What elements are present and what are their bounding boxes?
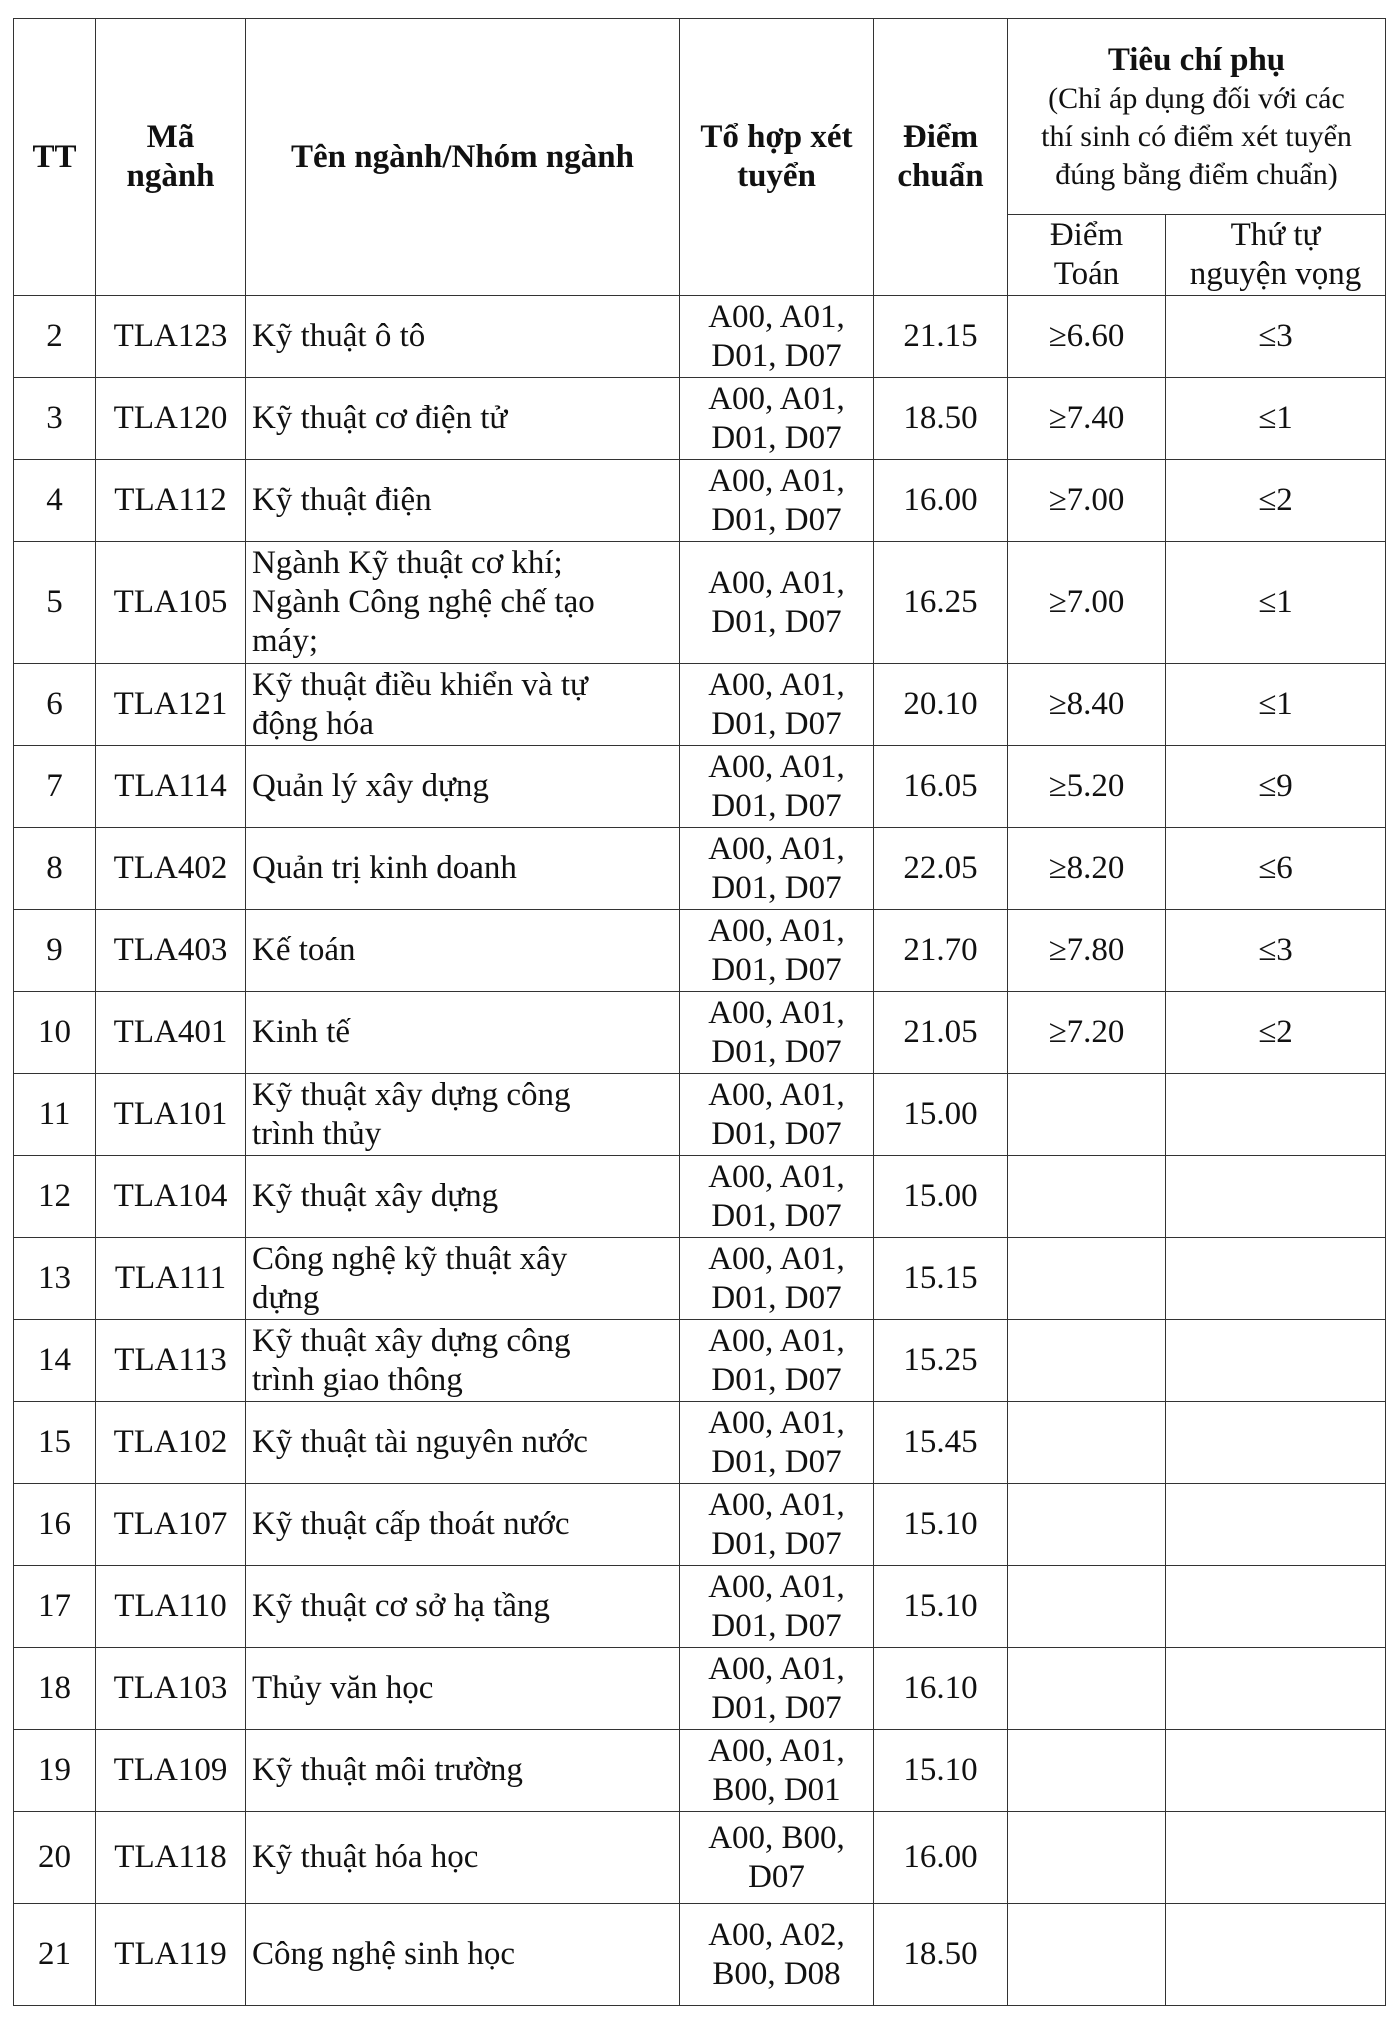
row-math (1008, 1402, 1166, 1484)
table-row (14, 296, 1386, 378)
row-score: 16.05 (874, 746, 1008, 828)
row-math (1008, 1156, 1166, 1238)
row-code: TLA102 (96, 1402, 246, 1484)
row-code: TLA121 (96, 664, 246, 746)
row-score: 16.00 (874, 1812, 1008, 1904)
row-order (1166, 1812, 1386, 1904)
row-tt: 19 (14, 1730, 96, 1812)
row-code: TLA110 (96, 1566, 246, 1648)
row-tt: 9 (14, 910, 96, 992)
row-name: Quản lý xây dựng (246, 746, 680, 828)
header-ma-nganh: Mã ngành (96, 19, 246, 296)
row-name: Kỹ thuật ô tô (246, 296, 680, 378)
row-code: TLA107 (96, 1484, 246, 1566)
row-math (1008, 1812, 1166, 1904)
row-score: 22.05 (874, 828, 1008, 910)
row-order (1166, 1402, 1386, 1484)
row-order (1166, 1648, 1386, 1730)
row-code: TLA105 (96, 542, 246, 664)
header-tieu-chi-phu: Tiêu chí phụ (Chỉ áp dụng đối với các thí sinh có điểm xét tuyển đúng bằng điểm chuẩn) (1008, 19, 1386, 215)
row-tt: 11 (14, 1074, 96, 1156)
row-combo: A00, A01, D01, D07 (680, 1074, 874, 1156)
table-row (14, 1904, 1386, 2006)
table-row (14, 1566, 1386, 1648)
table-row (14, 1156, 1386, 1238)
row-name: Kinh tế (246, 992, 680, 1074)
row-tt: 6 (14, 664, 96, 746)
row-tt: 18 (14, 1648, 96, 1730)
table-row (14, 378, 1386, 460)
row-order (1166, 1320, 1386, 1402)
row-score: 16.25 (874, 542, 1008, 664)
row-order: ≤3 (1166, 296, 1386, 378)
row-math (1008, 1904, 1166, 2006)
row-name: Kỹ thuật cơ sở hạ tầng (246, 1566, 680, 1648)
row-code: TLA104 (96, 1156, 246, 1238)
row-order: ≤1 (1166, 378, 1386, 460)
row-name: Công nghệ kỹ thuật xây dựng (246, 1238, 680, 1320)
row-combo: A00, A01, D01, D07 (680, 828, 874, 910)
row-combo: A00, A01, D01, D07 (680, 1156, 874, 1238)
row-math (1008, 1320, 1166, 1402)
table-row (14, 1730, 1386, 1812)
row-tt: 12 (14, 1156, 96, 1238)
row-order (1166, 1566, 1386, 1648)
row-tt: 4 (14, 460, 96, 542)
row-tt: 10 (14, 992, 96, 1074)
row-score: 15.00 (874, 1156, 1008, 1238)
row-score: 18.50 (874, 1904, 1008, 2006)
table-row (14, 1320, 1386, 1402)
table-row (14, 1238, 1386, 1320)
row-score: 15.10 (874, 1566, 1008, 1648)
row-order: ≤3 (1166, 910, 1386, 992)
row-code: TLA401 (96, 992, 246, 1074)
row-order: ≤1 (1166, 542, 1386, 664)
row-name: Kỹ thuật điều khiển và tự động hóa (246, 664, 680, 746)
row-tt: 7 (14, 746, 96, 828)
row-name: Kỹ thuật môi trường (246, 1730, 680, 1812)
table-row (14, 1402, 1386, 1484)
row-order: ≤2 (1166, 460, 1386, 542)
row-score: 16.00 (874, 460, 1008, 542)
row-combo: A00, A01, D01, D07 (680, 664, 874, 746)
row-score: 15.10 (874, 1484, 1008, 1566)
row-combo: A00, A01, D01, D07 (680, 1648, 874, 1730)
row-code: TLA103 (96, 1648, 246, 1730)
row-name: Công nghệ sinh học (246, 1904, 680, 2006)
row-order (1166, 1238, 1386, 1320)
row-combo: A00, A01, D01, D07 (680, 460, 874, 542)
row-combo: A00, A01, D01, D07 (680, 378, 874, 460)
row-math: ≥7.80 (1008, 910, 1166, 992)
header-tt: TT (14, 19, 96, 296)
row-combo: A00, A01, D01, D07 (680, 542, 874, 664)
table-row (14, 992, 1386, 1074)
row-name: Thủy văn học (246, 1648, 680, 1730)
row-name: Kỹ thuật cơ điện tử (246, 378, 680, 460)
row-combo: A00, A01, D01, D07 (680, 296, 874, 378)
row-tt: 2 (14, 296, 96, 378)
row-tt: 17 (14, 1566, 96, 1648)
admission-score-table (13, 18, 1386, 2006)
row-combo: A00, A01, B00, D01 (680, 1730, 874, 1812)
table-row (14, 1812, 1386, 1904)
row-math: ≥8.20 (1008, 828, 1166, 910)
table-row (14, 1484, 1386, 1566)
row-order: ≤1 (1166, 664, 1386, 746)
row-code: TLA112 (96, 460, 246, 542)
row-combo: A00, A01, D01, D07 (680, 1320, 874, 1402)
row-code: TLA119 (96, 1904, 246, 2006)
row-tt: 16 (14, 1484, 96, 1566)
row-name: Kế toán (246, 910, 680, 992)
row-tt: 15 (14, 1402, 96, 1484)
table-body (14, 296, 1386, 2006)
row-score: 21.15 (874, 296, 1008, 378)
table-header (14, 19, 1386, 296)
row-name: Quản trị kinh doanh (246, 828, 680, 910)
row-score: 15.10 (874, 1730, 1008, 1812)
row-combo: A00, A01, D01, D07 (680, 910, 874, 992)
row-order (1166, 1156, 1386, 1238)
row-score: 15.00 (874, 1074, 1008, 1156)
row-code: TLA111 (96, 1238, 246, 1320)
table-row (14, 664, 1386, 746)
table-row (14, 910, 1386, 992)
row-tt: 14 (14, 1320, 96, 1402)
row-code: TLA114 (96, 746, 246, 828)
row-order (1166, 1730, 1386, 1812)
row-math: ≥6.60 (1008, 296, 1166, 378)
row-name: Kỹ thuật hóa học (246, 1812, 680, 1904)
table-row (14, 1074, 1386, 1156)
row-order: ≤2 (1166, 992, 1386, 1074)
row-name: Kỹ thuật xây dựng công trình thủy (246, 1074, 680, 1156)
row-math: ≥7.20 (1008, 992, 1166, 1074)
row-math (1008, 1238, 1166, 1320)
row-order (1166, 1074, 1386, 1156)
row-score: 16.10 (874, 1648, 1008, 1730)
row-name: Kỹ thuật điện (246, 460, 680, 542)
header-diem-toan: Điểm Toán (1008, 215, 1166, 296)
row-code: TLA120 (96, 378, 246, 460)
row-math (1008, 1730, 1166, 1812)
row-tt: 21 (14, 1904, 96, 2006)
row-math: ≥7.00 (1008, 542, 1166, 664)
row-name: Kỹ thuật xây dựng công trình giao thông (246, 1320, 680, 1402)
row-math (1008, 1566, 1166, 1648)
row-order: ≤9 (1166, 746, 1386, 828)
row-score: 21.70 (874, 910, 1008, 992)
row-code: TLA118 (96, 1812, 246, 1904)
header-thu-tu-nguyen-vong: Thứ tự nguyện vọng (1166, 215, 1386, 296)
row-name: Kỹ thuật xây dựng (246, 1156, 680, 1238)
row-combo: A00, A01, D01, D07 (680, 1402, 874, 1484)
table-row (14, 828, 1386, 910)
row-score: 20.10 (874, 664, 1008, 746)
row-score: 15.25 (874, 1320, 1008, 1402)
row-combo: A00, A01, D01, D07 (680, 1566, 874, 1648)
table-row (14, 1648, 1386, 1730)
row-math: ≥5.20 (1008, 746, 1166, 828)
row-combo: A00, A01, D01, D07 (680, 1238, 874, 1320)
row-tt: 20 (14, 1812, 96, 1904)
row-order (1166, 1904, 1386, 2006)
row-math: ≥8.40 (1008, 664, 1166, 746)
row-code: TLA109 (96, 1730, 246, 1812)
row-code: TLA101 (96, 1074, 246, 1156)
row-tt: 3 (14, 378, 96, 460)
row-math: ≥7.40 (1008, 378, 1166, 460)
row-name: Kỹ thuật cấp thoát nước (246, 1484, 680, 1566)
row-code: TLA113 (96, 1320, 246, 1402)
row-combo: A00, A01, D01, D07 (680, 1484, 874, 1566)
table-row (14, 746, 1386, 828)
row-combo: A00, A01, D01, D07 (680, 746, 874, 828)
header-to-hop: Tổ hợp xét tuyển (680, 19, 874, 296)
row-order: ≤6 (1166, 828, 1386, 910)
row-score: 15.15 (874, 1238, 1008, 1320)
row-tt: 5 (14, 542, 96, 664)
row-name: Ngành Kỹ thuật cơ khí; Ngành Công nghệ chế tạo máy; (246, 542, 680, 664)
row-math: ≥7.00 (1008, 460, 1166, 542)
row-math (1008, 1648, 1166, 1730)
table-row (14, 460, 1386, 542)
row-combo: A00, A01, D01, D07 (680, 992, 874, 1074)
row-score: 15.45 (874, 1402, 1008, 1484)
row-code: TLA123 (96, 296, 246, 378)
table-row (14, 542, 1386, 664)
row-combo: A00, B00, D07 (680, 1812, 874, 1904)
row-code: TLA403 (96, 910, 246, 992)
row-order (1166, 1484, 1386, 1566)
row-combo: A00, A02, B00, D08 (680, 1904, 874, 2006)
header-diem-chuan: Điểm chuẩn (874, 19, 1008, 296)
row-score: 18.50 (874, 378, 1008, 460)
row-score: 21.05 (874, 992, 1008, 1074)
row-name: Kỹ thuật tài nguyên nước (246, 1402, 680, 1484)
row-math (1008, 1074, 1166, 1156)
row-code: TLA402 (96, 828, 246, 910)
header-ten-nganh: Tên ngành/Nhóm ngành (246, 19, 680, 296)
row-math (1008, 1484, 1166, 1566)
row-tt: 8 (14, 828, 96, 910)
row-tt: 13 (14, 1238, 96, 1320)
